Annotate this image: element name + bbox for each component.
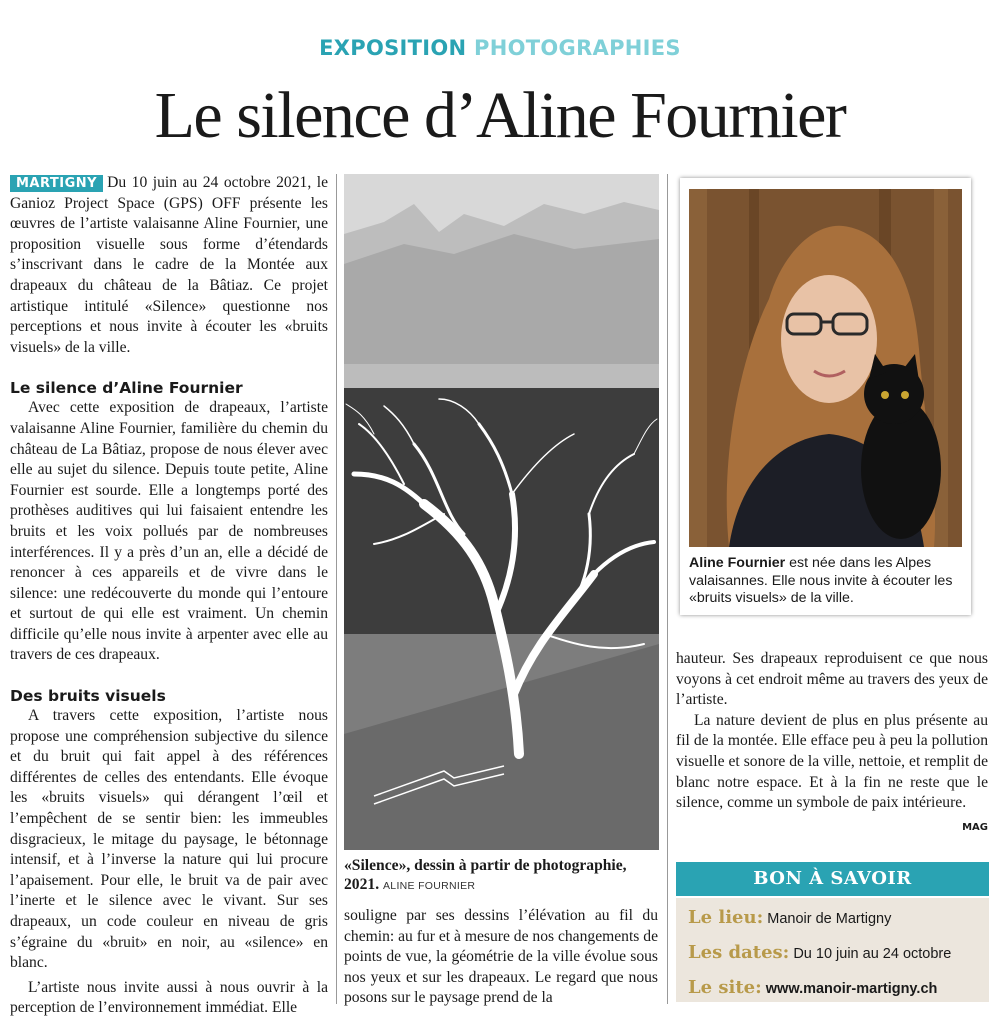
info-value-lieu: Manoir de Martigny <box>767 911 892 927</box>
info-row-site <box>676 974 989 1003</box>
portrait-icon <box>689 189 962 547</box>
photo-caption-name: Aline Fournier <box>689 555 786 571</box>
info-row-lieu <box>676 904 989 933</box>
info-row-dates <box>676 939 989 968</box>
info-value-dates: Du 10 juin au 24 octobre <box>793 946 952 962</box>
paragraph-silence: Avec cette exposition de drapeaux, l’artiste valaisanne Aline Fournier, familière du chemin du château de La Bâtiaz, propose de nous élever avec elle au sujet du silence. Depuis toute petite, Aline Fournier est sourde. Elle a longtemps porté des prothèses auditives qui lui faisaient entendre les bruits et les voix pollués par de nombreuses interférences. Il y a près d’un an, elle a décidé de renoncer à ces appareils et de vivre dans le silence: une redécouverte du monde qui l’entoure et surtout de qui elle est vraiment. Un chemin difficile qu’elle nous invite à arpenter avec elle au travers de ces drapeaux. <box>10 399 328 664</box>
silence-drawing <box>344 174 659 850</box>
drawing-caption <box>344 856 658 896</box>
paragraph-bruits-2: L’artiste nous invite aussi à nous ouvrir à la perception de l’environnement immédiat. Elle <box>10 978 328 1017</box>
kicker-photographies: PHOTOGRAPHIES <box>474 36 681 60</box>
info-key-dates: Les dates: <box>688 942 790 963</box>
section-kicker <box>0 36 1000 60</box>
info-value-site-link[interactable]: www.manoir-martigny.ch <box>765 981 938 997</box>
lead-paragraph <box>10 173 328 358</box>
portrait-photo-frame <box>680 178 971 615</box>
info-key-site: Le site: <box>688 977 762 998</box>
drawing-credit: ALINE FOURNIER <box>383 880 476 892</box>
column-right <box>676 649 988 838</box>
info-key-lieu: Le lieu: <box>688 907 764 928</box>
column-middle-text <box>344 906 658 1009</box>
subheading-silence: Le silence d’Aline Fournier <box>10 379 243 398</box>
info-box <box>676 862 989 1002</box>
photo-caption <box>689 555 962 608</box>
article-headline: Le silence d’Aline Fournier <box>154 79 846 152</box>
subheading-bruits-visuels: Des bruits visuels <box>10 687 166 706</box>
paragraph-bruits-1: A travers cette exposition, l’artiste nous propose une compréhension subjective du silence et du bruit qui fait appel à des références différentes de celles des entendants. Elle évoque les «bruits visuels» qui dérangent l’œil et l’empêchent de se sentir bien: les immeubles disgracieux, le mitage du paysage, le bétonnage intensif, et à l’inverse la nature qui lui procure l’apaisement. Pour elle, le bruit va de pair avec l’inerte et le silence avec le vivant. Sur ses drapeaux, un code couleur en niveau de gris s’égraine du «bruit» en noir, au «silence» en blanc. <box>10 707 328 972</box>
info-box-title: BON À SAVOIR <box>676 862 989 898</box>
paragraph-continuation-middle: souligne par ses dessins l’élévation au fil du chemin: au fur et à mesure de nos changements de points de vue, la géométrie de la ville évolue sous nos yeux et sur les drapeaux. Le regard que nous posons sur le paysage prend de la <box>344 907 658 1007</box>
drawing-caption-title: «Silence», dessin à partir de photographie, 2021. <box>344 857 627 893</box>
author-signature: MAG <box>962 821 988 833</box>
lead-text: Du 10 juin au 24 octobre 2021, le Ganioz Project Space (GPS) OFF présente les œuvres de l’artiste valaisanne Aline Fournier, une proposition visuelle sous forme d’étendards s’inscrivant dans le cadre de la Montée aux drapeaux du château de la Bâtiaz. Ce projet artistique intitulé «Silence» questionne nos perceptions et nous invite à écouter les «bruits visuels» de la ville. <box>10 174 328 356</box>
paragraph-hauteur: hauteur. Ses drapeaux reproduisent ce que nous voyons à cet endroit même au travers des yeux de l’artiste. <box>676 650 988 709</box>
photo-caption-text: est née dans les Alpes valaisannes. Elle nous invite à écouter les «bruits visuels» de la ville. <box>689 555 953 606</box>
tree-drawing-icon <box>344 174 659 850</box>
portrait-photo <box>689 189 962 547</box>
paragraph-nature-text: La nature devient de plus en plus présente au fil de la montée. Elle efface peu à peu la pollution visuelle et sonore de la ville, nettoie, et remplit de blanc notre espace. Et à la fin ne reste que le silence, comme un symbole de paix intérieure. <box>676 711 988 812</box>
column-left <box>10 173 328 1019</box>
kicker-exposition: EXPOSITION <box>319 36 467 60</box>
column-divider-2 <box>667 174 668 1004</box>
paragraph-nature <box>676 711 988 833</box>
column-divider-1 <box>336 174 337 1004</box>
location-tag: MARTIGNY <box>10 175 103 192</box>
